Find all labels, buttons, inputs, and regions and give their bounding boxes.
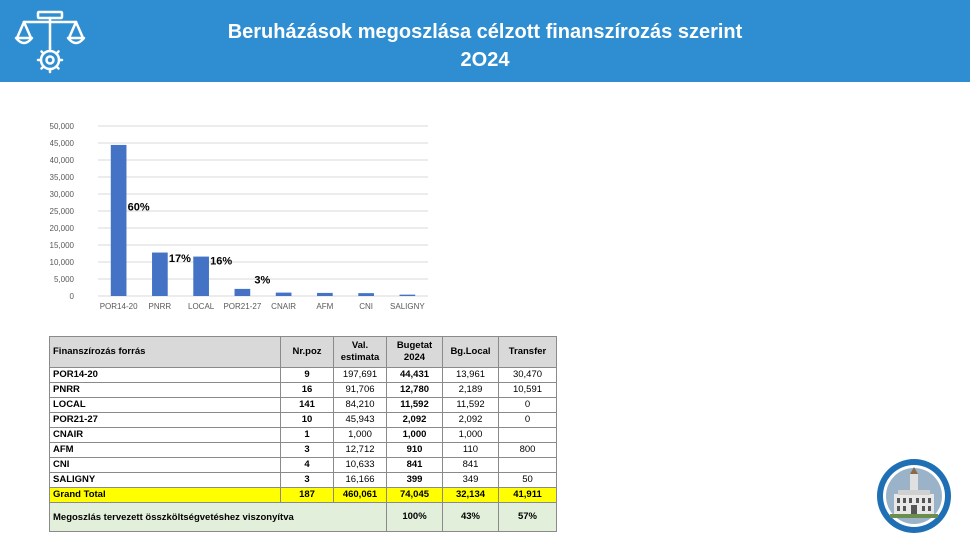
cell-bug: 910: [387, 443, 443, 458]
cell-val: 197,691: [334, 368, 387, 383]
bar: [235, 289, 251, 296]
x-tick-label: POR14-20: [99, 302, 138, 311]
table-row: [50, 443, 557, 458]
header-bglocal: Bg.Local: [443, 337, 499, 368]
cell-bug: 2,092: [387, 413, 443, 428]
cell-val: 10,633: [334, 458, 387, 473]
title-line-2: 2O24: [460, 49, 510, 71]
cell-nrpoz: 9: [281, 368, 334, 383]
x-tick-label: CNAIR: [271, 302, 297, 311]
table-row: [50, 428, 557, 443]
y-tick-label: 15,000: [50, 241, 74, 250]
grand-total-row: [50, 488, 557, 503]
cell-val: 12,712: [334, 443, 387, 458]
cell-nrpoz: 187: [281, 488, 334, 503]
cell-bug: 11,592: [387, 398, 443, 413]
cell-nrpoz: 16: [281, 383, 334, 398]
cell-transfer: 0: [499, 413, 557, 428]
cell-nrpoz: 1: [281, 428, 334, 443]
cell-nrpoz: 3: [281, 473, 334, 488]
cell-val: 45,943: [334, 413, 387, 428]
cell-name: AFM: [50, 443, 281, 458]
cell-bglocal: 13,961: [443, 368, 499, 383]
table-row: [50, 368, 557, 383]
page-title: [0, 18, 970, 74]
y-tick-label: 30,000: [50, 190, 74, 199]
cell-transfer: [499, 428, 557, 443]
cell-transfer: 10,591: [499, 383, 557, 398]
header-val: Val. estimata: [334, 337, 387, 368]
table-row: [50, 383, 557, 398]
cell-transfer: 800: [499, 443, 557, 458]
x-tick-label: PNRR: [148, 302, 172, 311]
cell-bglocal: 11,592: [443, 398, 499, 413]
cell-name: SALIGNY: [50, 473, 281, 488]
cell-bug: 399: [387, 473, 443, 488]
city-hall-icon: [876, 458, 952, 534]
cell-val: 91,706: [334, 383, 387, 398]
share-row: [50, 503, 557, 532]
header-bar: [0, 0, 970, 82]
cell-bglocal: 349: [443, 473, 499, 488]
data-label: 60%: [127, 201, 150, 214]
cell-nrpoz: 4: [281, 458, 334, 473]
cell-bug: 841: [387, 458, 443, 473]
cell-name: CNI: [50, 458, 281, 473]
share-transfer: 57%: [499, 503, 557, 532]
cell-bglocal: 841: [443, 458, 499, 473]
cell-transfer: 41,911: [499, 488, 557, 503]
y-tick-label: 0: [69, 292, 74, 301]
table-row: [50, 458, 557, 473]
y-tick-label: 5,000: [53, 275, 74, 284]
y-tick-label: 40,000: [50, 156, 74, 165]
cell-bglocal: 1,000: [443, 428, 499, 443]
cell-name: CNAIR: [50, 428, 281, 443]
y-tick-label: 35,000: [50, 173, 74, 182]
cell-val: 1,000: [334, 428, 387, 443]
cell-bug: 44,431: [387, 368, 443, 383]
header-transfer: Transfer: [499, 337, 557, 368]
bar: [152, 253, 168, 296]
bar: [317, 293, 333, 296]
table-row: [50, 473, 557, 488]
x-tick-label: POR21-27: [223, 302, 262, 311]
y-tick-label: 25,000: [50, 207, 74, 216]
cell-val: 460,061: [334, 488, 387, 503]
y-tick-label: 10,000: [50, 258, 74, 267]
cell-val: 84,210: [334, 398, 387, 413]
header-nrpoz: Nr.poz: [281, 337, 334, 368]
cell-name: Grand Total: [50, 488, 281, 503]
y-tick-label: 50,000: [50, 122, 74, 131]
header-bugetat: Bugetat 2024: [387, 337, 443, 368]
cell-val: 16,166: [334, 473, 387, 488]
bar: [358, 293, 374, 296]
data-label: 16%: [210, 255, 233, 268]
x-tick-label: SALIGNY: [390, 302, 425, 311]
cell-transfer: [499, 458, 557, 473]
cell-name: LOCAL: [50, 398, 281, 413]
cell-nrpoz: 141: [281, 398, 334, 413]
cell-bglocal: 2,092: [443, 413, 499, 428]
data-label: 3%: [254, 274, 271, 287]
cell-bglocal: 2,189: [443, 383, 499, 398]
cell-transfer: 50: [499, 473, 557, 488]
table-row: [50, 398, 557, 413]
cell-bglocal: 32,134: [443, 488, 499, 503]
financing-table: [49, 336, 557, 532]
x-tick-label: CNI: [359, 302, 374, 311]
cell-bglocal: 110: [443, 443, 499, 458]
x-tick-label: LOCAL: [188, 302, 215, 311]
cell-name: POR21-27: [50, 413, 281, 428]
cell-transfer: 0: [499, 398, 557, 413]
cell-bug: 74,045: [387, 488, 443, 503]
data-label: 17%: [168, 252, 191, 265]
share-label: Megoszlás tervezett összköltségvetéshez viszonyítva: [50, 503, 387, 532]
cell-bug: 1,000: [387, 428, 443, 443]
table-header-row: [50, 337, 557, 368]
bar: [400, 295, 416, 296]
x-tick-label: AFM: [316, 302, 334, 311]
title-line-1: Beruházások megoszlása célzott finanszírozás szerint: [227, 21, 743, 43]
cell-nrpoz: 10: [281, 413, 334, 428]
share-bglocal: 43%: [443, 503, 499, 532]
share-bug: 100%: [387, 503, 443, 532]
cell-name: POR14-20: [50, 368, 281, 383]
bar: [193, 257, 209, 296]
y-tick-label: 45,000: [50, 139, 74, 148]
y-tick-label: 20,000: [50, 224, 74, 233]
cell-name: PNRR: [50, 383, 281, 398]
cell-nrpoz: 3: [281, 443, 334, 458]
table-row: [50, 413, 557, 428]
cell-bug: 12,780: [387, 383, 443, 398]
bar: [111, 145, 127, 296]
bar-chart: [50, 114, 440, 314]
header-source: Finanszírozás forrás: [50, 337, 281, 368]
bar: [276, 293, 292, 296]
cell-transfer: 30,470: [499, 368, 557, 383]
